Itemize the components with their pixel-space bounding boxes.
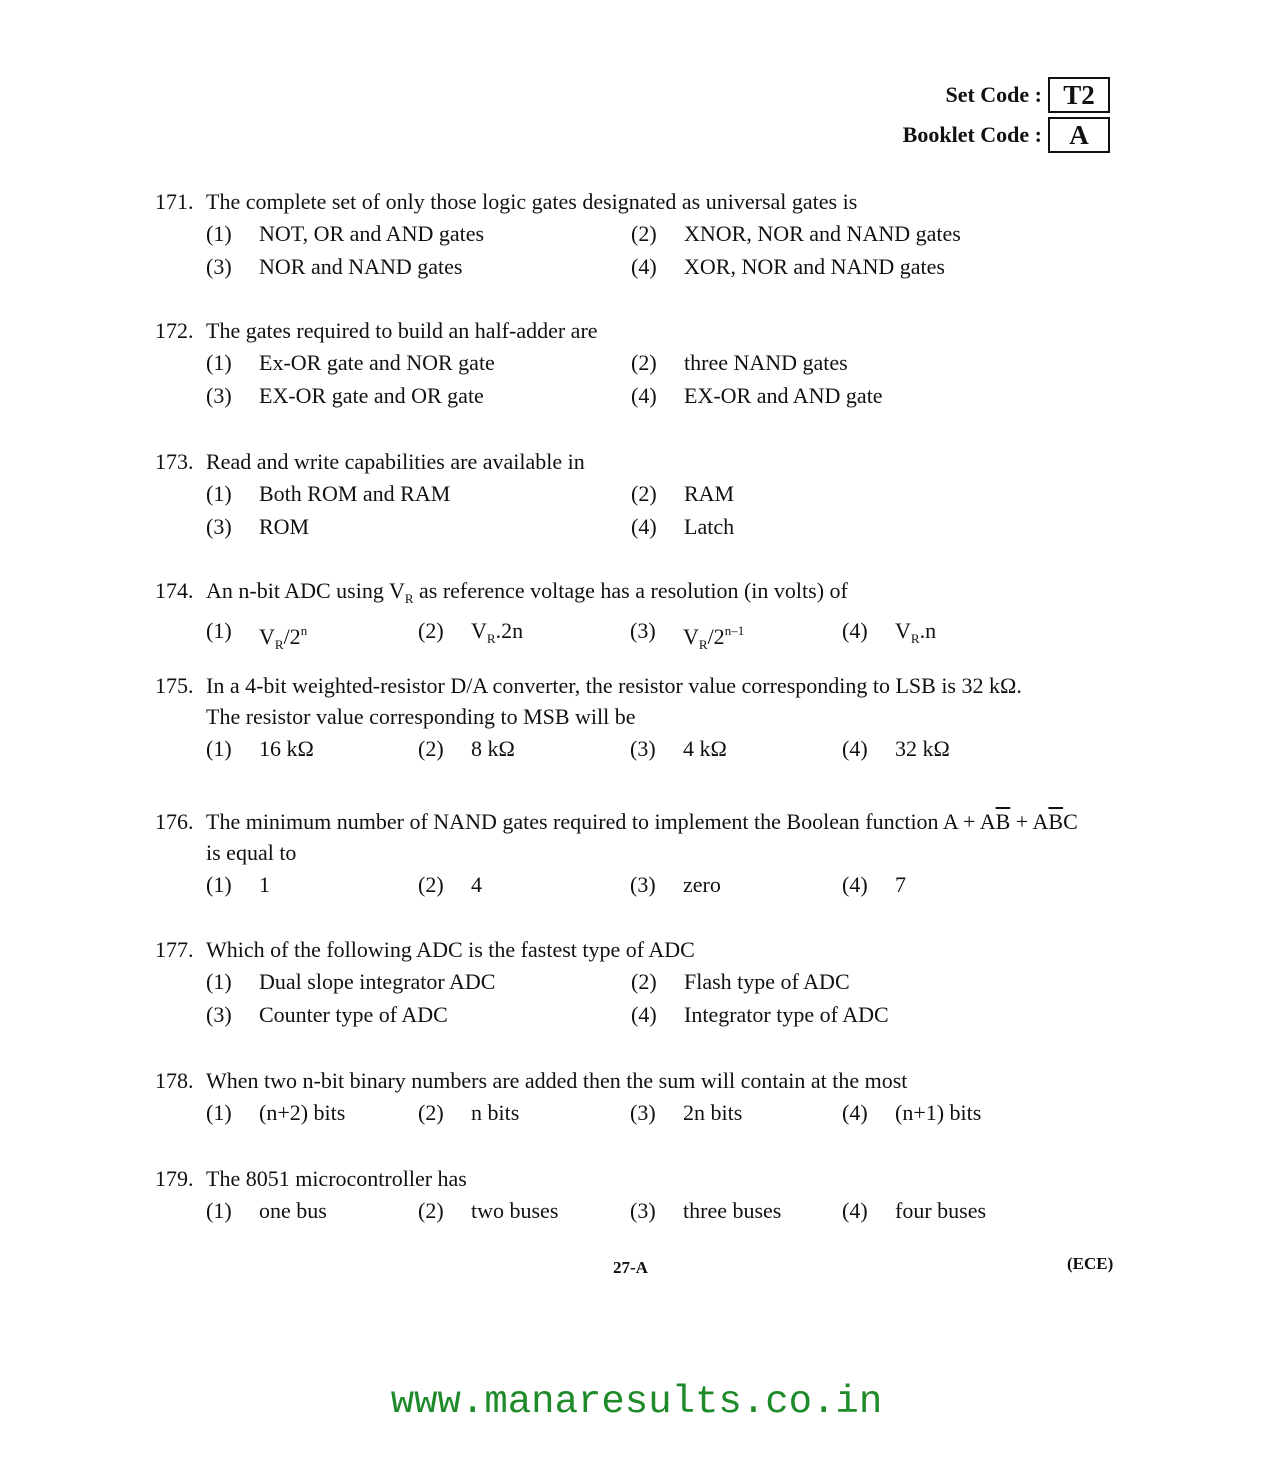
option-text: Counter type of ADC	[259, 1002, 448, 1027]
option-number: (2)	[418, 1100, 444, 1125]
option-text: RAM	[684, 481, 735, 506]
option-text: Both ROM and RAM	[259, 481, 451, 506]
option-text: XOR, NOR and NAND gates	[684, 254, 945, 279]
option-text	[471, 614, 523, 661]
page-number: 27-A	[613, 1258, 648, 1277]
subject-code: (ECE)	[1067, 1254, 1114, 1273]
option-number: (2)	[631, 221, 657, 246]
option-text: 4	[471, 872, 482, 897]
option-number: (2)	[631, 969, 657, 994]
option-number: (1)	[206, 1100, 232, 1125]
subscript: R	[910, 631, 920, 646]
option-number: (1)	[206, 481, 232, 506]
option-4	[631, 510, 1056, 543]
option-2	[418, 732, 630, 765]
question-text-line: In a 4-bit weighted-resistor D/A converter, the resistor value corresponding to LSB is 32 kΩ.	[206, 673, 1022, 698]
question-text: The 8051 microcontroller has	[206, 1166, 467, 1191]
subscript: R	[404, 591, 414, 606]
option-number: (1)	[206, 1198, 232, 1223]
option-number: (3)	[206, 383, 232, 408]
option-text	[895, 614, 936, 661]
option-number: (4)	[631, 383, 657, 408]
question-177	[155, 934, 1115, 1031]
code-block	[850, 76, 1110, 156]
option-text: zero	[683, 872, 721, 897]
option-3	[630, 732, 842, 765]
booklet-code-label: Booklet Code :	[902, 122, 1042, 147]
option-2	[631, 477, 1056, 510]
option-1	[206, 868, 418, 901]
option-number: (4)	[842, 1100, 868, 1125]
question-number: 173.	[155, 449, 194, 474]
question-171	[155, 186, 1115, 283]
option-text: Latch	[684, 514, 735, 539]
option-number: (1)	[206, 221, 232, 246]
option-text: ROM	[259, 514, 310, 539]
option-text-part: V	[895, 618, 911, 643]
option-1	[206, 217, 631, 250]
option-2	[418, 614, 630, 661]
option-text: 32 kΩ	[895, 736, 950, 761]
option-4	[842, 1194, 1054, 1227]
option-number: (2)	[418, 618, 444, 643]
option-3	[206, 379, 631, 412]
question-text-part: An n-bit ADC using V	[206, 578, 405, 603]
option-text: 16 kΩ	[259, 736, 314, 761]
option-number: (2)	[418, 736, 444, 761]
question-number: 172.	[155, 318, 194, 343]
expression-complement: $\overline{B}$	[995, 809, 1011, 834]
question-text-line: The resistor value corresponding to MSB will be	[206, 704, 636, 729]
option-text: NOR and NAND gates	[259, 254, 463, 279]
option-number: (4)	[842, 1198, 868, 1223]
question-text: Which of the following ADC is the fastest type of ADC	[206, 937, 695, 962]
option-3	[630, 1096, 842, 1129]
option-text: 8 kΩ	[471, 736, 515, 761]
option-number: (1)	[206, 969, 232, 994]
option-text-part: V	[259, 624, 275, 649]
option-text: 2n bits	[683, 1100, 743, 1125]
option-4	[842, 732, 1054, 765]
option-number: (3)	[206, 254, 232, 279]
question-text: Read and write capabilities are available in	[206, 449, 585, 474]
question-174	[155, 575, 1115, 661]
option-2	[418, 868, 630, 901]
question-text-part: as reference voltage has a resolution (in volts) of	[413, 578, 848, 603]
option-text: Ex-OR gate and NOR gate	[259, 350, 495, 375]
option-number: (3)	[630, 872, 656, 897]
option-number: (2)	[418, 872, 444, 897]
option-1	[206, 614, 418, 661]
question-text	[206, 575, 1115, 614]
option-3	[206, 250, 631, 283]
option-2	[631, 217, 1056, 250]
option-1	[206, 965, 631, 998]
option-3	[630, 868, 842, 901]
option-text-part: .n	[919, 618, 937, 643]
option-text-part: /2	[707, 624, 725, 649]
option-4	[631, 250, 1056, 283]
option-number: (4)	[631, 1002, 657, 1027]
option-4	[842, 1096, 1054, 1129]
option-1	[206, 477, 631, 510]
option-4	[842, 614, 1054, 661]
superscript: n	[300, 623, 308, 638]
superscript: n–1	[724, 623, 745, 638]
option-1	[206, 1096, 418, 1129]
question-number: 178.	[155, 1068, 194, 1093]
question-text	[206, 670, 1115, 732]
option-number: (2)	[631, 481, 657, 506]
option-text	[683, 614, 744, 661]
option-number: (1)	[206, 618, 232, 643]
subscript: R	[274, 637, 284, 652]
website-watermark: www.manaresults.co.in	[390, 1380, 883, 1424]
option-number: (3)	[630, 1100, 656, 1125]
question-number: 171.	[155, 189, 194, 214]
option-text: Integrator type of ADC	[684, 1002, 889, 1027]
boolean-expression	[943, 809, 1078, 834]
option-number: (1)	[206, 736, 232, 761]
question-text-line: The minimum number of NAND gates required to implement the Boolean function	[206, 809, 943, 834]
booklet-code-value: A	[1048, 117, 1110, 153]
option-text: 1	[259, 872, 270, 897]
option-2	[418, 1096, 630, 1129]
option-text: three buses	[683, 1198, 782, 1223]
subscript: R	[698, 637, 708, 652]
option-text: four buses	[895, 1198, 987, 1223]
question-text-line: is equal to	[206, 840, 297, 865]
option-2	[631, 346, 1056, 379]
option-number: (3)	[630, 618, 656, 643]
expression-complement: $\overline{B}$	[1048, 809, 1064, 834]
option-text: XNOR, NOR and NAND gates	[684, 221, 961, 246]
option-text-part: /2	[283, 624, 301, 649]
question-178	[155, 1065, 1115, 1129]
question-179	[155, 1163, 1115, 1227]
option-4	[842, 868, 1054, 901]
option-text-part: V	[471, 618, 487, 643]
option-text: three NAND gates	[684, 350, 848, 375]
question-number: 175.	[155, 673, 194, 698]
option-number: (3)	[630, 736, 656, 761]
option-1	[206, 346, 631, 379]
question-number: 176.	[155, 809, 194, 834]
option-text: EX-OR and AND gate	[684, 383, 883, 408]
question-176	[155, 806, 1115, 901]
option-4	[631, 998, 1056, 1031]
set-code-row	[850, 76, 1110, 114]
option-number: (3)	[206, 514, 232, 539]
option-3	[630, 1194, 842, 1227]
option-number: (4)	[842, 872, 868, 897]
option-number: (3)	[206, 1002, 232, 1027]
option-text: (n+2) bits	[259, 1100, 346, 1125]
expression-part: C	[1063, 809, 1078, 834]
option-text: NOT, OR and AND gates	[259, 221, 485, 246]
option-number: (4)	[842, 618, 868, 643]
question-173	[155, 446, 1115, 543]
question-text: When two n-bit binary numbers are added then the sum will contain at the most	[206, 1068, 908, 1093]
option-4	[631, 379, 1056, 412]
subscript: R	[486, 631, 496, 646]
option-number: (1)	[206, 872, 232, 897]
option-number: (3)	[630, 1198, 656, 1223]
booklet-code-row	[850, 116, 1110, 154]
option-2	[631, 965, 1056, 998]
option-2	[418, 1194, 630, 1227]
question-text: The gates required to build an half-adder are	[206, 318, 598, 343]
option-text-part: .2n	[495, 618, 524, 643]
expression-part: + A	[1010, 809, 1049, 834]
question-number: 177.	[155, 937, 194, 962]
option-text: 7	[895, 872, 906, 897]
question-172	[155, 315, 1115, 412]
question-text: The complete set of only those logic gates designated as universal gates is	[206, 189, 858, 214]
expression-part: A + A	[942, 809, 996, 834]
option-number: (4)	[631, 514, 657, 539]
option-text: Flash type of ADC	[684, 969, 850, 994]
option-text	[259, 614, 307, 661]
option-text: one bus	[259, 1198, 327, 1223]
question-text	[206, 806, 1115, 868]
option-number: (2)	[631, 350, 657, 375]
option-text: EX-OR gate and OR gate	[259, 383, 484, 408]
question-number: 174.	[155, 578, 194, 603]
option-number: (1)	[206, 350, 232, 375]
option-number: (4)	[842, 736, 868, 761]
option-text: 4 kΩ	[683, 736, 727, 761]
option-text: n bits	[471, 1100, 520, 1125]
question-175	[155, 670, 1115, 765]
option-text: two buses	[471, 1198, 559, 1223]
set-code-value: T2	[1048, 77, 1110, 113]
option-3	[206, 510, 631, 543]
option-text-part: V	[683, 624, 699, 649]
set-code-label: Set Code :	[945, 82, 1042, 107]
option-number: (2)	[418, 1198, 444, 1223]
option-number: (4)	[631, 254, 657, 279]
option-3	[630, 614, 842, 661]
option-1	[206, 1194, 418, 1227]
question-number: 179.	[155, 1166, 194, 1191]
option-text: (n+1) bits	[895, 1100, 982, 1125]
option-text: Dual slope integrator ADC	[259, 969, 496, 994]
option-1	[206, 732, 418, 765]
option-3	[206, 998, 631, 1031]
